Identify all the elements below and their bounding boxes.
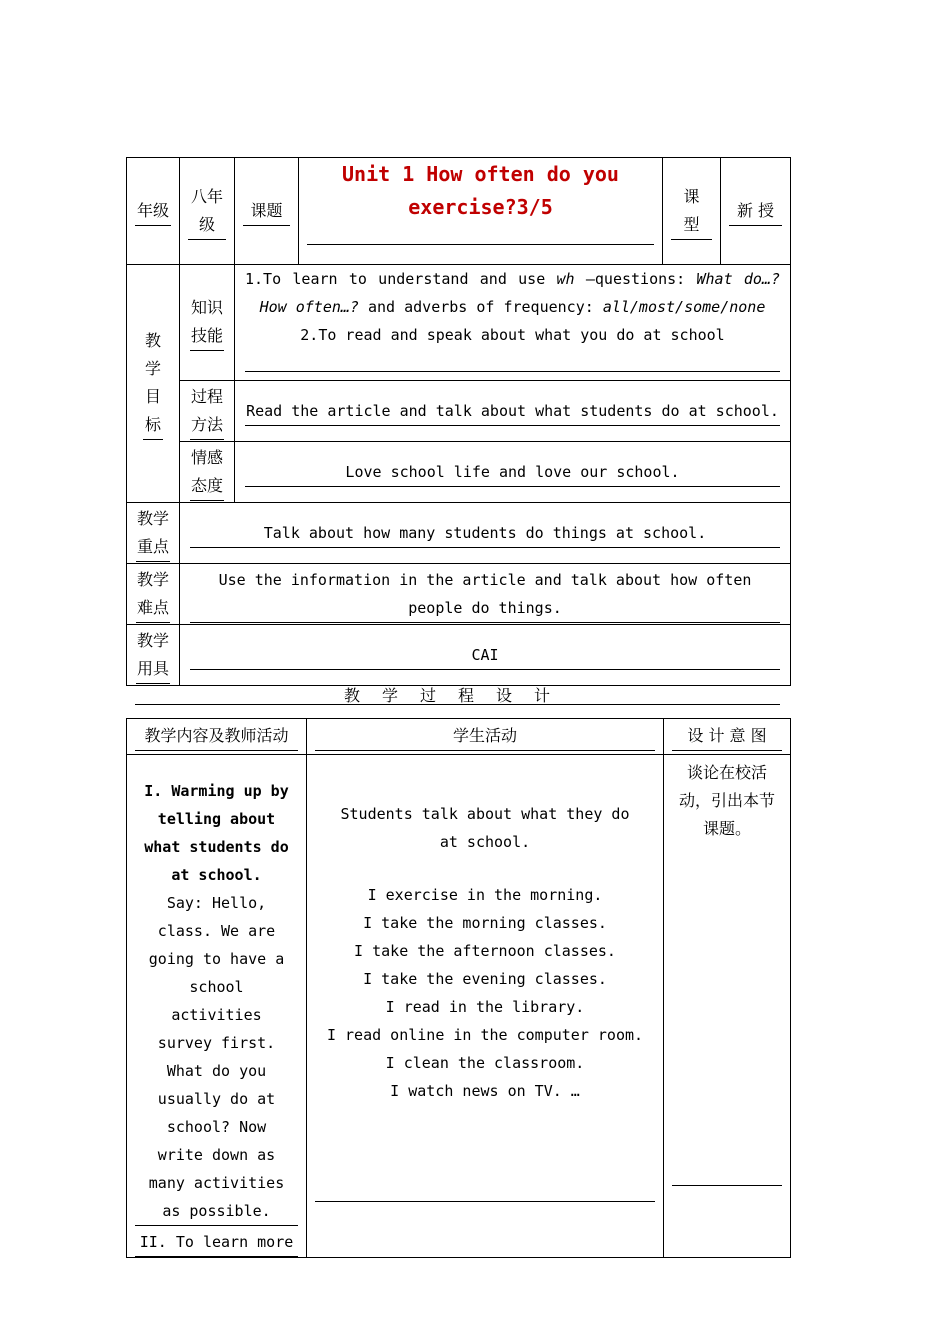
col3-header-cell — [664, 719, 791, 755]
knowledge-cell — [235, 265, 791, 381]
tools-label-cell — [127, 625, 180, 686]
type-label: 课型 — [671, 183, 712, 240]
keypoints-label: 教学重点 — [136, 505, 170, 562]
col1-header-cell — [127, 719, 307, 755]
process-text: Read the article and talk about what students do at school. — [245, 397, 780, 426]
col3-header: 设 计 意 图 — [672, 722, 782, 751]
emotion-label-cell — [180, 442, 235, 503]
teacher-next: II. To learn more — [135, 1228, 298, 1257]
student-activity-cell — [307, 755, 664, 1258]
process-cell — [235, 381, 791, 442]
intent-text: 谈论在校活动，引出本节课题。 — [678, 763, 775, 838]
teacher-heading: I. Warming up by telling about what students do at school. — [144, 782, 289, 884]
grade-value: 八年级 — [188, 183, 226, 240]
teacher-activity-cell — [127, 755, 307, 1258]
difficulties-cell — [180, 564, 791, 625]
grade-label: 年级 — [135, 197, 171, 226]
process-label: 过程方法 — [190, 383, 224, 440]
emotion-text: Love school life and love our school. — [245, 458, 780, 487]
student-line: I exercise in the morning. — [367, 886, 603, 904]
teacher-text: Say: Hello, class. We are going to have a school activities survey first. What do you usually do at school? Now write down as many activities as possible. — [135, 889, 298, 1226]
tools-text: CAI — [190, 641, 780, 670]
student-line: I take the morning classes. — [363, 914, 607, 932]
emotion-label: 情感态度 — [190, 444, 224, 501]
student-line: I clean the classroom. — [385, 1054, 585, 1072]
student-intro: Students talk about what they do at school. — [340, 805, 630, 851]
student-line: I take the afternoon classes. — [354, 942, 616, 960]
lesson-title: Unit 1 How often do you exercise?3/5 — [342, 162, 619, 219]
tools-cell — [180, 625, 791, 686]
emotion-cell — [235, 442, 791, 503]
lesson-plan-table — [126, 157, 791, 686]
col2-header: 学生活动 — [315, 722, 655, 751]
type-label-cell — [663, 158, 721, 265]
col2-header-cell — [307, 719, 664, 755]
knowledge-label: 知识技能 — [190, 294, 224, 351]
process-heading: 教学过程设计 — [343, 686, 572, 705]
difficulties-label: 教学难点 — [136, 566, 170, 623]
grade-label-cell — [127, 158, 180, 265]
grade-value-cell — [180, 158, 235, 265]
keypoints-cell — [180, 503, 791, 564]
difficulties-text: Use the information in the article and talk about how often people do things. — [190, 566, 780, 623]
knowledge-line1: 1.To learn to understand and use wh –questions: What do…? How often…? and adverbs of frequency: all/most/some/none — [245, 270, 781, 316]
topic-label-cell — [235, 158, 299, 265]
process-heading-underline — [135, 704, 780, 705]
student-line: I take the evening classes. — [363, 970, 607, 988]
type-value-cell — [721, 158, 791, 265]
goals-label: 教学目标 — [143, 327, 163, 440]
difficulties-label-cell — [127, 564, 180, 625]
student-line: I read in the library. — [385, 998, 585, 1016]
intent-cell — [664, 755, 791, 1258]
col1-header: 教学内容及教师活动 — [135, 722, 298, 751]
process-label-cell — [180, 381, 235, 442]
knowledge-line2: 2.To read and speak about what you do at school — [300, 326, 725, 344]
type-value: 新 授 — [729, 197, 782, 226]
goals-label-cell — [127, 265, 180, 503]
keypoints-text: Talk about how many students do things at school. — [190, 519, 780, 548]
knowledge-label-cell — [180, 265, 235, 381]
topic-label: 课题 — [243, 197, 290, 226]
title-cell — [299, 158, 663, 265]
process-table — [126, 718, 791, 1258]
tools-label: 教学用具 — [136, 627, 170, 684]
keypoints-label-cell — [127, 503, 180, 564]
student-line: I watch news on TV. … — [390, 1082, 580, 1100]
student-line: I read online in the computer room. — [326, 1026, 644, 1044]
